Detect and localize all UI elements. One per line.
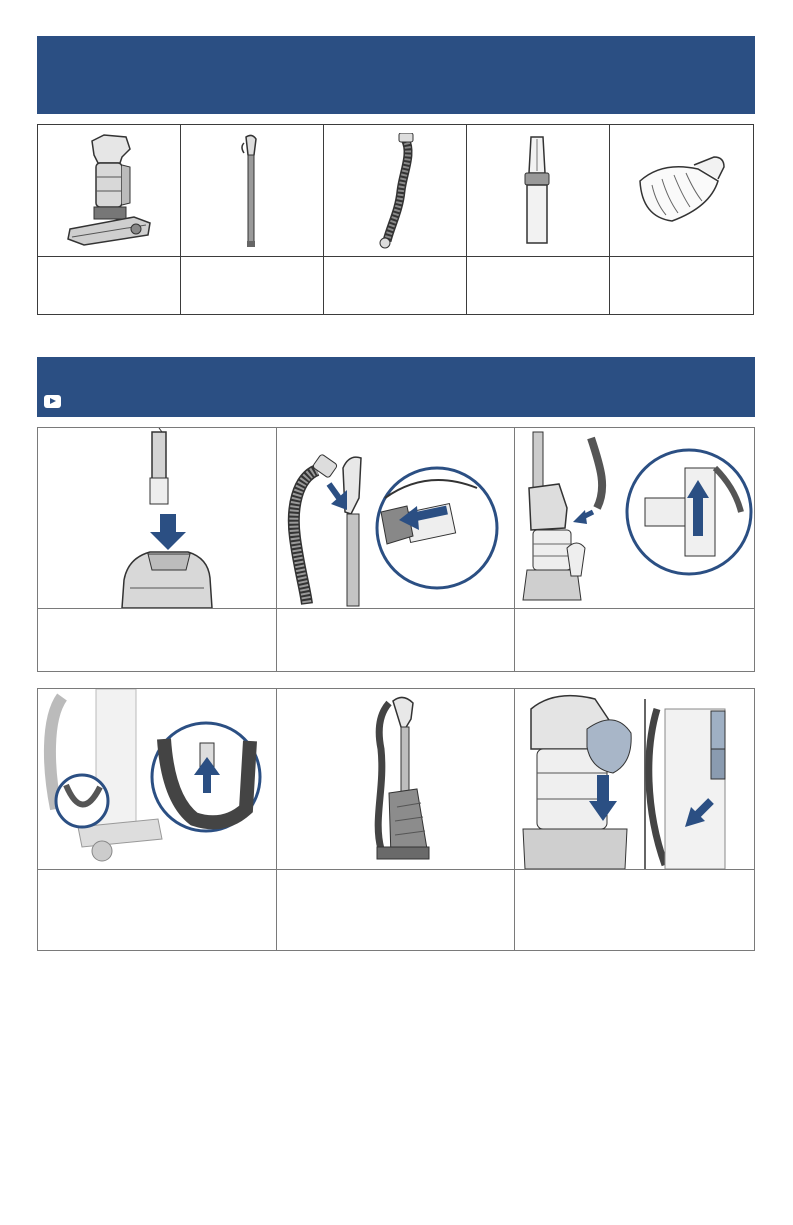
assembly-section-banner [37,357,755,417]
step-3-caption-cell [515,609,754,671]
part-label-cell [38,257,181,314]
part-dusting-brush [610,125,753,257]
crevice-tool-icon [513,133,563,249]
insert-handle-icon [38,428,276,608]
part-wand-handle [181,125,324,257]
store-tools-icon [515,689,753,869]
step-4-illustration [38,689,277,870]
attach-hose-to-handle-icon [277,428,515,608]
part-vacuum-base [38,125,181,257]
step-6-illustration [515,689,754,870]
step-2-illustration [277,428,516,609]
part-label-cell [181,257,324,314]
part-label-cell [324,257,467,314]
parts-section-banner [37,36,755,114]
assembly-steps-row-1 [37,427,755,672]
part-label-cell [610,257,753,314]
part-hose [324,125,467,257]
assembly-steps-row-2 [37,688,755,951]
step-1-caption-cell [38,609,277,671]
step-5-illustration [277,689,516,870]
part-label-cell [467,257,610,314]
video-play-icon[interactable] [44,395,61,408]
hose-icon [365,133,425,249]
step-3-illustration [515,428,754,609]
assembled-vacuum-icon [277,689,515,869]
dusting-brush-icon [632,151,732,231]
vacuum-base-icon [64,133,154,249]
clip-hose-icon [38,689,276,869]
step-1-illustration [38,428,277,609]
step-2-caption-cell [277,609,516,671]
step-4-caption-cell [38,870,277,950]
parts-table [37,124,754,315]
step-6-caption-cell [515,870,754,950]
wand-handle-icon [232,133,272,249]
part-crevice-tool [467,125,610,257]
connect-hose-to-base-icon [515,428,753,608]
step-5-caption-cell [277,870,516,950]
